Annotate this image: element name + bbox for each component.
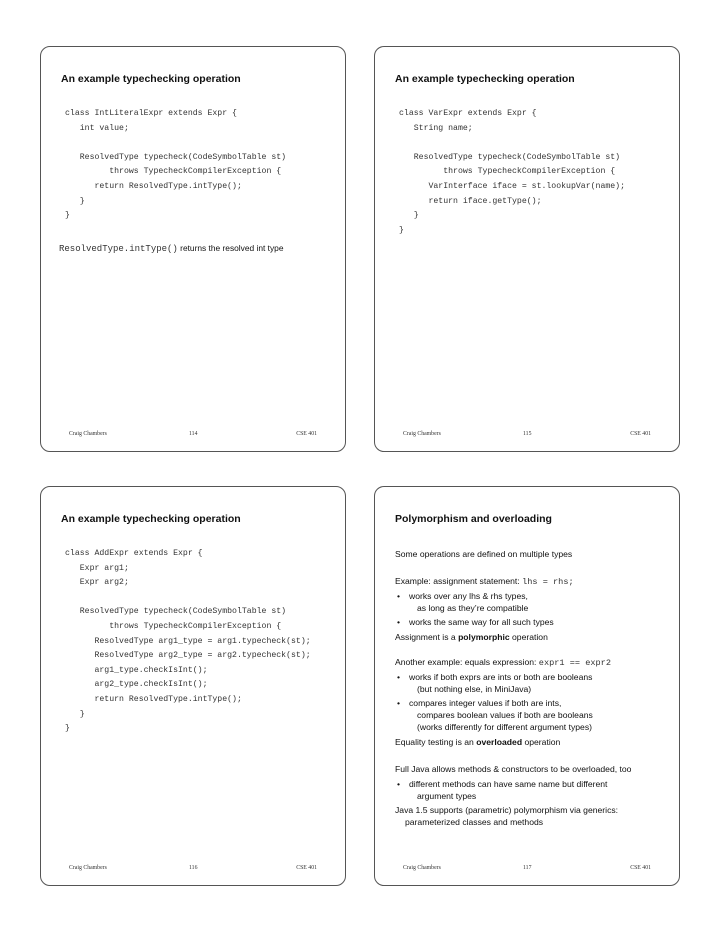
bullet-text: different methods can have same name but different [409,779,608,789]
slide-note [59,243,284,254]
code-line: class AddExpr extends Expr { [65,549,203,558]
bullet-continuation: argument types [417,791,477,801]
footer-author: Craig Chambers [403,431,441,437]
code-line: ResolvedType typecheck(CodeSymbolTable st) [399,152,621,162]
footer-page-number: 117 [523,865,532,871]
code-line: throws TypecheckCompilerException { [399,167,616,177]
bullet-item [395,698,675,710]
code-block [65,107,286,224]
code-line: } [65,724,70,734]
footer-page-number: 115 [523,431,532,437]
code-line: class IntLiteralExpr extends Expr { [65,109,237,118]
body-line [395,576,675,591]
slide-116 [40,486,346,886]
slide-footer [375,431,679,441]
body-text: Another example: equals expression: [395,657,539,667]
body-line: Some operations are defined on multiple types [395,549,573,559]
slide-115 [374,46,680,452]
slide-footer [41,431,345,441]
slide-title: Polymorphism and overloading [395,513,552,525]
body-line [395,657,675,672]
bullet-text: works over any lhs & rhs types, [409,591,528,601]
bullet-continuation: (but nothing else, in MiniJava) [417,684,532,694]
slide-footer [375,865,679,875]
body-line: Full Java allows methods & constructors to be overloaded, too [395,764,632,774]
footer-page-number: 116 [189,865,198,871]
code-line: Expr arg1; [65,563,129,573]
slide-footer [41,865,345,875]
body-line: Java 1.5 supports (parametric) polymorphism via generics: [395,805,619,815]
footer-course: CSE 401 [296,865,317,871]
body-text: operation [522,737,561,747]
code-line: arg1_type.checkIsInt(); [65,665,208,675]
emphasis-text: polymorphic [458,632,510,642]
code-line [65,591,311,606]
bullet-icon: • [397,672,401,682]
footer-author: Craig Chambers [69,865,107,871]
inline-code: lhs = rhs; [522,577,574,587]
code-line: } [65,211,70,221]
code-line: String name; [399,123,473,133]
bullet-item [395,672,675,684]
body-text: operation [509,632,548,642]
code-line: ResolvedType typecheck(CodeSymbolTable st) [65,607,287,617]
bullet-text: works the same way for all such types [409,617,554,627]
code-line: throws TypecheckCompilerException { [65,621,282,631]
code-line: } [65,709,85,719]
slide-114 [40,46,346,452]
footer-course: CSE 401 [630,431,651,437]
body-text: Equality testing is an [395,737,477,747]
code-line: class VarExpr extends Expr { [399,109,537,118]
code-block [399,107,625,238]
slide-117 [374,486,680,886]
code-line: } [399,225,404,235]
body-line: parameterized classes and methods [405,817,544,827]
bullet-continuation: (works differently for different argument types) [417,722,592,732]
bullet-item [395,591,675,603]
body-text: Assignment is a [395,632,459,642]
body-text: Example: assignment statement: [395,576,523,586]
body-line [395,632,675,657]
code-line: } [65,196,85,206]
bullet-text: works if both exprs are ints or both are booleans [409,672,593,682]
code-line [65,136,286,151]
bullet-text: compares integer values if both are ints, [409,698,562,708]
note-text: returns the resolved int type [177,243,284,253]
bullet-icon: • [397,617,401,627]
code-line [399,136,625,151]
code-line: } [399,211,419,221]
bullet-item [395,779,675,791]
code-line: return ResolvedType.intType(); [65,181,242,191]
code-line: ResolvedType typecheck(CodeSymbolTable st) [65,152,287,162]
code-line: VarInterface iface = st.lookupVar(name); [399,181,626,191]
code-line: Expr arg2; [65,578,129,588]
code-line: return iface.getType(); [399,196,542,206]
code-block [65,547,311,737]
footer-author: Craig Chambers [69,431,107,437]
footer-page-number: 114 [189,431,198,437]
bullet-icon: • [397,591,401,601]
footer-course: CSE 401 [296,431,317,437]
footer-author: Craig Chambers [403,865,441,871]
bullet-icon: • [397,698,401,708]
emphasis-text: overloaded [476,737,523,747]
code-line: arg2_type.checkIsInt(); [65,680,208,690]
slide-body [395,549,675,829]
code-line: int value; [65,123,129,133]
bullet-icon: • [397,779,401,789]
bullet-item [395,617,675,632]
footer-course: CSE 401 [630,865,651,871]
code-line: ResolvedType arg1_type = arg1.typecheck(st); [65,636,311,646]
inline-code: expr1 == expr2 [538,658,611,668]
code-line: ResolvedType arg2_type = arg2.typecheck(st); [65,651,311,661]
code-line: throws TypecheckCompilerException { [65,167,282,177]
slide-title: An example typechecking operation [61,513,241,525]
code-line: return ResolvedType.intType(); [65,694,242,704]
note-code: ResolvedType.intType() [59,244,178,254]
body-line [395,737,675,764]
slide-title: An example typechecking operation [61,73,241,85]
bullet-continuation: compares boolean values if both are booleans [417,710,593,720]
bullet-continuation: as long as they’re compatible [417,603,529,613]
slide-title: An example typechecking operation [395,73,575,85]
